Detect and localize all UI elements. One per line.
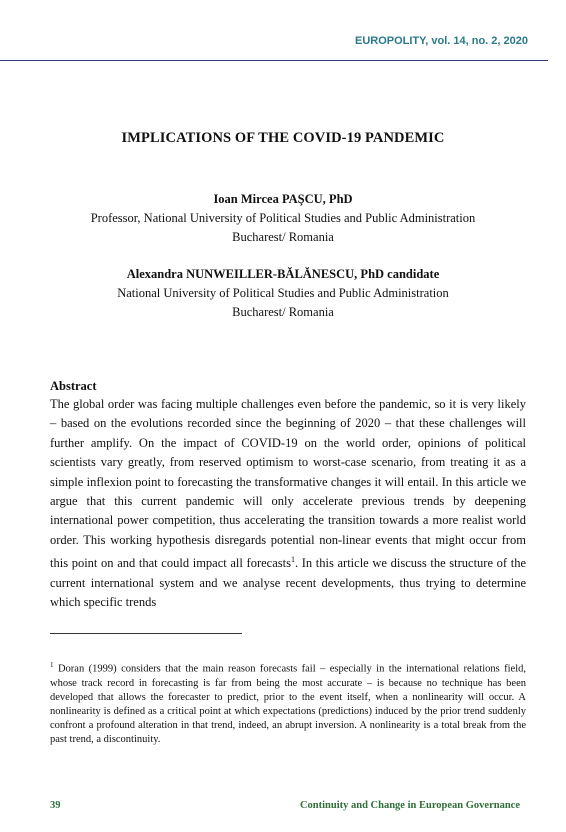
author-name: Alexandra NUNWEILLER-BĂLĂNESCU, PhD candidate (126, 267, 440, 281)
article-title: IMPLICATIONS OF THE COVID-19 PANDEMIC (121, 130, 445, 146)
author-location: Bucharest/ Romania (232, 305, 334, 319)
author-location: Bucharest/ Romania (232, 230, 334, 244)
footnote (50, 658, 526, 747)
author-affiliation: National University of Political Studies and Public Administration (117, 286, 449, 300)
footnote-reference[interactable]: 1 (290, 555, 295, 565)
author-name: Ioan Mircea PAŞCU, PhD (213, 192, 353, 206)
abstract-heading: Abstract (50, 379, 97, 393)
footnote-marker: 1 (50, 661, 54, 669)
author-block-1 (0, 190, 566, 247)
header-rule (0, 60, 548, 61)
abstract-section (50, 378, 526, 613)
footnote-rule (50, 633, 242, 634)
journal-name: Continuity and Change in European Governance (299, 800, 520, 811)
abstract-text-part-1: The global order was facing multiple challenges even before the pandemic, so it is very likely – based on the evolutions recorded since the beginning of 2020 – that these challenges will further amplify. On the impact of COVID-19 on the world order, opinions of political scientists vary greatly, from reserved optimism to worst-case scenario, from treating it as a simple inflexion point to forecasting the transformative changes it will entail. In this article we argue that this current pandemic will only accelerate previous trends by deepening international power competition, thus accelerating the transition towards a more realist world order. This working hypothesis disregards potential non-linear events that might occur from this point on and that could impact all forecasts (50, 397, 526, 571)
author-affiliation: Professor, National University of Political Studies and Public Administration (90, 211, 476, 225)
footnote-text: Doran (1999) considers that the main reason forecasts fail – especially in the international relations field, whose track record in forecasting is far from being the most accurate – is because no technique has been developed that allows the forecaster to predict, prior to the event itself, when a nonlinearity will occur. A nonlinearity is defined as a critical point at which expectations (predictions) induced by the prior trend suddenly confront a profound alteration in that trend, indeed, an abrupt inversion. A nonlinearity is a total break from the past trend, a discontinuity. (50, 663, 527, 745)
abstract-body (50, 395, 526, 613)
running-head: EUROPOLITY, vol. 14, no. 2, 2020 (354, 35, 528, 47)
author-block-2 (0, 265, 566, 322)
abstract-text-part-2: . In this article we discuss the structure of the current international system and we analyse recent developments, thus trying to determine which specific trends (50, 556, 527, 610)
page-number: 39 (50, 800, 61, 811)
